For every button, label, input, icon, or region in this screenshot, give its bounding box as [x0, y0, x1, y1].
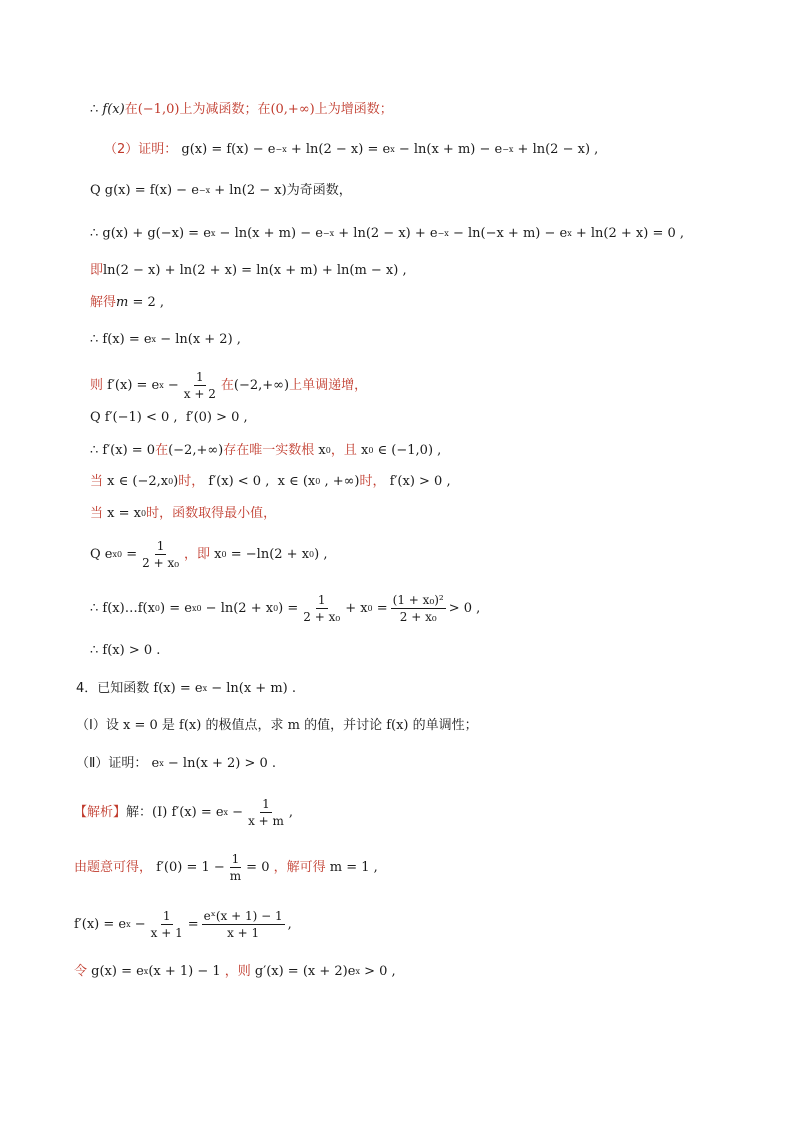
math-run: + x	[345, 600, 368, 616]
math-run: x = x	[103, 506, 141, 521]
fraction	[301, 593, 342, 624]
math-run: f′(x) < 0 , x ∈ (x	[204, 474, 316, 489]
text-run: （2）证明：	[104, 142, 178, 157]
line-06	[90, 293, 164, 313]
text-run: 上为减函数；在	[179, 102, 271, 117]
math-run: + ln(2 − x) ,	[513, 142, 599, 157]
text-run: 当	[90, 474, 104, 489]
line-15	[90, 641, 160, 661]
text-run: 的值，并讨论	[304, 718, 383, 733]
math-run: −	[228, 804, 244, 820]
math-run: =	[372, 600, 388, 616]
text-run: 则	[90, 377, 104, 393]
math-run: (I) f′(x) = e	[152, 804, 224, 820]
math-run: − ln(x + 2) > 0 .	[163, 756, 277, 771]
math-run: x	[356, 443, 369, 458]
text-run: 为奇函数，	[286, 183, 352, 198]
text-run: 解：	[126, 804, 153, 820]
text-run: 由题意可得，	[74, 859, 153, 875]
fraction-numerator: 1	[156, 539, 165, 553]
math-run: g′(x) = (x + 2)e	[250, 964, 356, 979]
line-08: 则 f′(x) = e x − $\frac{1}{x + 2}$ 在 (−2,+∞) 上单调递增，	[90, 370, 368, 401]
line-05	[90, 261, 407, 281]
math-run: − ln(−x + m) − e	[448, 226, 568, 241]
line-22: 令 g(x) = e x (x + 1) − 1 ，则 g′(x) = (x + 2)e x > 0 ,	[74, 962, 396, 982]
math-run: =	[122, 546, 138, 562]
fraction-numerator: 1	[231, 852, 240, 866]
line-20	[74, 852, 378, 883]
fraction-denominator: x + m	[248, 814, 284, 828]
math-run: f(x)	[102, 102, 125, 117]
fraction	[182, 370, 218, 401]
math-run: = 0	[246, 859, 274, 875]
math-run: f′(0) = 1 −	[152, 859, 225, 875]
line-13: Q e x0 = $\frac{1}{\text{2 + x₀}}$ ，即 x 0 = −ln(2 + x 0 ) ,	[90, 539, 328, 570]
fraction	[391, 593, 446, 624]
fraction-denominator: 2 + x₀	[303, 610, 341, 624]
math-run: Q f′(−1) < 0 , f′(0) > 0 ,	[90, 410, 248, 425]
text-run: （Ⅱ）证明：	[76, 756, 148, 771]
fraction-numerator: eˣ(x + 1) − 1	[203, 909, 283, 923]
math-run: x ∈ (−2,x	[103, 474, 169, 489]
math-run: ln(2 − x) + ln(2 + x) = ln(x + m) + ln(m − x) ,	[103, 263, 407, 278]
line-02: （2）证明： g(x) = f(x) − e −x + ln(2 − x) = e x − ln(x + m) − e −x + ln(2 − x) ,	[104, 140, 598, 160]
text-run: （Ⅰ）设	[76, 718, 119, 733]
fraction-denominator: 2 + x₀	[142, 556, 180, 570]
math-run: e	[147, 756, 160, 771]
math-run: ∴	[90, 102, 103, 117]
line-19: 【解析】 解： (I) f′(x) = e x − $\frac{1}{x + m}$ ,	[74, 797, 294, 828]
math-run: ) ,	[314, 546, 328, 562]
fraction-numerator: 1	[162, 909, 171, 923]
fraction	[149, 909, 185, 940]
text-run: ，即	[184, 546, 211, 562]
line-07: ∴ f(x) = e x − ln(x + 2) ,	[90, 330, 241, 350]
math-run: + ln(2 − x)	[210, 183, 287, 198]
fraction-numerator: (1 + x₀)²	[392, 593, 444, 607]
math-run: f(x)	[174, 718, 206, 733]
math-run: x	[210, 546, 222, 562]
math-run: m = 1 ,	[325, 859, 378, 875]
math-run: + ln(2 − x) = e	[286, 142, 391, 157]
math-run: = 2 ,	[128, 295, 165, 310]
math-run: > 0 ,	[359, 964, 396, 979]
fraction-denominator: x + 2	[183, 387, 216, 401]
math-run: (x + 1) − 1	[148, 964, 225, 979]
text-run: ，解可得	[273, 859, 326, 875]
line-11: 当 x ∈ (−2,x 0 ) 时， f′(x) < 0 , x ∈ (x 0 , +∞) 时， f′(x) > 0 ,	[90, 472, 451, 492]
text-run: 的单调性；	[412, 718, 478, 733]
line-09	[90, 408, 248, 428]
text-run: 4．已知函数	[76, 681, 150, 696]
line-21: f′(x) = e x − $\frac{1}{x + 1}$ = $\frac{\text{eˣ(x + 1) − 1}}{x + 1}$ ,	[74, 909, 292, 940]
fraction	[228, 852, 243, 883]
math-run: f(x)	[382, 718, 413, 733]
line-16: 4．已知函数 f(x) = e x − ln(x + m) .	[76, 679, 296, 699]
text-run: 令	[74, 964, 88, 979]
line-01	[90, 100, 393, 120]
math-run: f(x) = e	[149, 681, 203, 696]
math-run: x = 0	[118, 718, 162, 733]
math-run: − ln(x + 2) ,	[156, 332, 241, 347]
math-run: m	[116, 295, 129, 310]
text-run: 在	[155, 443, 169, 458]
text-run: ，且	[330, 443, 357, 458]
math-run: −	[130, 916, 146, 932]
math-run: ∴ f(x) = e	[90, 332, 152, 347]
line-17	[76, 716, 478, 736]
math-run: (−2,+∞)	[233, 377, 290, 393]
math-run: (−1,0)	[137, 102, 180, 117]
math-run: + ln(2 − x) + e	[334, 226, 438, 241]
fraction-denominator: m	[229, 869, 242, 883]
text-run: 上为增函数；	[314, 102, 393, 117]
text-run: 存在唯一实数根	[223, 443, 315, 458]
text-run: 在	[124, 102, 138, 117]
math-run: g(x) = f(x) − e	[177, 142, 276, 157]
text-run: ，则	[224, 964, 251, 979]
fraction-denominator: 2 + x₀	[399, 610, 437, 624]
text-run: 是	[161, 718, 175, 733]
math-run: ) =	[278, 600, 299, 616]
fraction-numerator: 1	[196, 370, 204, 384]
fraction	[140, 539, 181, 570]
fraction-denominator: x + 1	[227, 926, 260, 940]
text-run: 上单调递增，	[289, 377, 368, 393]
line-18: （Ⅱ）证明： e x − ln(x + 2) > 0 .	[76, 754, 276, 774]
math-run: − ln(2 + x	[201, 600, 274, 616]
math-run: ) = e	[160, 600, 192, 616]
line-10: ∴ f′(x) = 0 在 (−2,+∞) 存在唯一实数根 x 0 ，且 x 0 ∈ (−1,0) ,	[90, 441, 441, 461]
math-run: ∴ f(x) > 0 .	[90, 643, 161, 658]
math-run: ∈ (−1,0) ,	[373, 443, 442, 458]
math-run: − ln(x + m) − e	[394, 142, 503, 157]
fraction	[202, 909, 285, 940]
line-03: Q g(x) = f(x) − e −x + ln(2 − x) 为奇函数，	[90, 181, 352, 201]
math-run: ∴ f′(x) = 0	[90, 443, 156, 458]
math-run: f′(x) = e	[74, 916, 127, 932]
math-run: = −ln(2 + x	[226, 546, 310, 562]
text-run: 时，	[178, 474, 205, 489]
text-run: 即	[90, 263, 104, 278]
text-run: 解得	[90, 295, 117, 310]
math-run: − ln(x + m) − e	[215, 226, 323, 241]
text-run: 时，函数取得最小值，	[146, 506, 277, 521]
line-12: 当 x = x 0 时，函数取得最小值，	[90, 504, 276, 524]
math-run: ∴ f(x)…f(x	[90, 600, 155, 616]
math-run: + ln(2 + x) = 0 ,	[571, 226, 685, 241]
math-run: (−2,+∞)	[168, 443, 224, 458]
math-run: =	[187, 916, 199, 932]
text-run: 在	[220, 377, 234, 393]
math-run: Q g(x) = f(x) − e	[90, 183, 199, 198]
text-run: 【解析】	[74, 804, 127, 820]
text-run: 的极值点，求	[205, 718, 284, 733]
text-run: 时，	[359, 474, 386, 489]
math-run: (0,+∞)	[270, 102, 315, 117]
math-run: ,	[288, 804, 294, 820]
math-run: ∴ g(x) + g(−x) = e	[90, 226, 211, 241]
math-run: ,	[287, 916, 292, 932]
line-04: ∴ g(x) + g(−x) = e x − ln(x + m) − e −x + ln(2 − x) + e −x − ln(−x + m) − e x + ln(2 + x) = 0 ,	[90, 224, 684, 244]
math-run: , +∞)	[320, 474, 360, 489]
fraction-numerator: 1	[262, 797, 270, 811]
text-run: 当	[90, 506, 104, 521]
fraction	[246, 797, 286, 828]
math-run: m	[283, 718, 305, 733]
line-14: ∴ f(x)…f(x 0 ) = e x0 − ln(2 + x 0 ) = $\frac{1}{\text{2 + x₀}}$ + x 0 = $\frac{\text{(1 + x₀)²}}{\text{2 + x₀}}$ > 0 ,	[90, 593, 481, 624]
math-run: − ln(x + m) .	[207, 681, 296, 696]
math-run: > 0 ,	[448, 600, 481, 616]
fraction-numerator: 1	[317, 593, 326, 607]
math-run: x	[314, 443, 326, 458]
math-run: f′(x) > 0 ,	[385, 474, 451, 489]
math-run: Q e	[90, 546, 113, 562]
math-run: )	[173, 474, 179, 489]
math-run: −	[163, 377, 179, 393]
fraction-denominator: x + 1	[150, 926, 183, 940]
math-run: g(x) = e	[87, 964, 144, 979]
math-run: f′(x) = e	[103, 377, 160, 393]
